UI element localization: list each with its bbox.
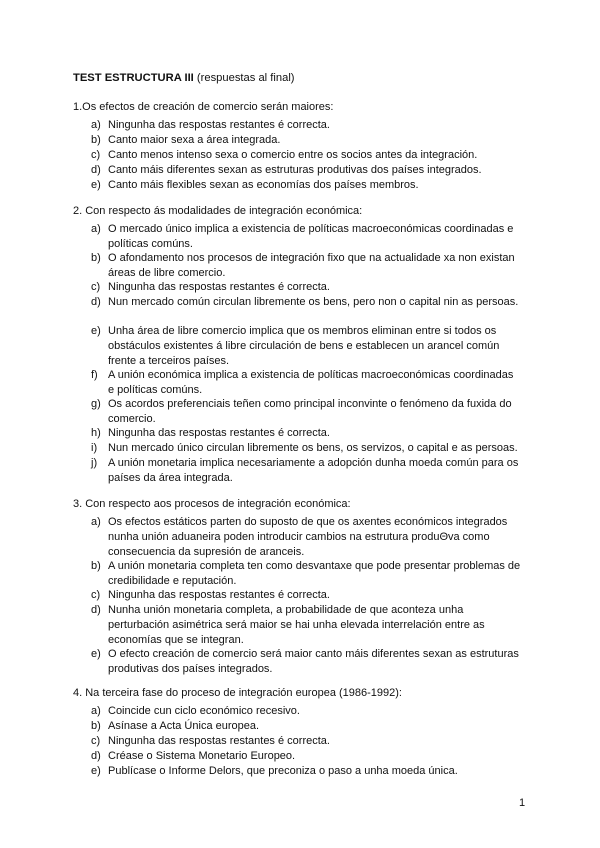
option-text: Os efectos estáticos parten do suposto de que os axentes económicos integrados nunha unión aduaneira poden introducir cambios na estrutura produΘva como consecuencia da supresión de aranceis.	[108, 516, 508, 558]
option-text: Publícase o Informe Delors, que preconiza o paso a unha moeda única.	[108, 765, 458, 777]
option-label: b)	[91, 560, 101, 572]
option-text: Coincide cun ciclo económico recesivo.	[108, 705, 300, 717]
option-label: d)	[91, 604, 101, 616]
option-label: a)	[91, 705, 101, 717]
question-4-option	[91, 764, 521, 779]
option-label: j)	[91, 457, 98, 469]
option-label: d)	[91, 750, 101, 762]
option-label: g)	[91, 398, 101, 410]
option-label: c)	[91, 281, 101, 293]
option-text: Nun mercado único circulan libremente os bens, os servizos, o capital e as persoas.	[108, 442, 518, 454]
question-1-text: 1.Os efectos de creación de comercio serán maiores:	[73, 101, 334, 113]
option-text: Canto máis flexibles sexan as economías dos países membros.	[108, 179, 419, 191]
option-text: Ningunha das respostas restantes é correcta.	[108, 589, 330, 601]
option-text: Nunha unión monetaria completa, a probabilidade de que aconteza unha perturbación asimétrica será maior se hai unha elevada interrelación entre as economías que se integran.	[108, 604, 485, 646]
question-2-option	[91, 280, 521, 295]
option-text: A unión monetaria completa ten como desvantaxe que pode presentar problemas de credibilidade e reputación.	[108, 560, 521, 587]
option-label: i)	[91, 442, 98, 454]
option-label: d)	[91, 296, 101, 308]
option-label: a)	[91, 516, 101, 528]
question-2-option	[91, 456, 521, 486]
option-text: Canto menos intenso sexa o comercio entre os socios antes da integración.	[108, 149, 478, 161]
option-text: Ningunha das respostas restantes é correcta.	[108, 735, 330, 747]
title-bold: TEST ESTRUCTURA III	[73, 72, 194, 84]
option-text: O mercado único implica a existencia de políticas macroeconómicas coordinadas e políticas comúns.	[108, 223, 514, 250]
option-label: b)	[91, 252, 101, 264]
option-text: Asínase a Acta Única europea.	[108, 720, 260, 732]
question-3-option	[91, 603, 521, 648]
option-text: Ningunha das respostas restantes é correcta.	[108, 119, 330, 131]
question-3-option	[91, 515, 521, 560]
question-3-text: 3. Con respecto aos procesos de integración económica:	[73, 498, 351, 510]
document-title	[73, 71, 295, 85]
option-text: A unión monetaria implica necesariamente a adopción dunha moeda común para os países da área integrada.	[108, 457, 519, 484]
option-label: c)	[91, 149, 101, 161]
option-label: e)	[91, 648, 101, 660]
question-3-option	[91, 588, 521, 603]
option-label: a)	[91, 223, 101, 235]
question-2-option	[91, 251, 521, 281]
option-text: Créase o Sistema Monetario Europeo.	[108, 750, 296, 762]
question-1-option	[91, 148, 521, 163]
question-1-option	[91, 133, 521, 148]
question-2-option	[91, 397, 521, 427]
question-4-option	[91, 734, 521, 749]
option-text: O afondamento nos procesos de integración fixo que na actualidade xa non existan áreas de libre comercio.	[108, 252, 515, 279]
question-3-option	[91, 559, 521, 589]
question-2-option	[91, 368, 521, 398]
option-label: e)	[91, 179, 101, 191]
option-label: e)	[91, 765, 101, 777]
option-text: Unha área de libre comercio implica que os membros eliminan entre si todos os obstáculos existentes á libre circulación de bens e establecen un arancel común frente a terceiros países.	[108, 325, 500, 367]
option-label: e)	[91, 325, 101, 337]
question-2-option	[91, 222, 521, 252]
option-label: b)	[91, 134, 101, 146]
question-4-option	[91, 704, 521, 719]
question-4-option	[91, 719, 521, 734]
option-text: Ningunha das respostas restantes é correcta.	[108, 281, 330, 293]
option-text: Canto máis diferentes sexan as estruturas produtivas dos países integrados.	[108, 164, 482, 176]
option-text: Ningunha das respostas restantes é correcta.	[108, 427, 330, 439]
question-2-option	[91, 441, 521, 456]
question-4-option	[91, 749, 521, 764]
option-text: A unión económica implica a existencia de políticas macroeconómicas coordinadas e políticas comúns.	[108, 369, 514, 396]
question-2-option	[91, 295, 521, 310]
option-text: O efecto creación de comercio será maior canto máis diferentes sexan as estruturas produtivas dos países integrados.	[108, 648, 519, 675]
option-text: Nun mercado común circulan libremente os bens, pero non o capital nin as persoas.	[108, 296, 519, 308]
option-label: h)	[91, 427, 101, 439]
question-2-option	[91, 324, 521, 369]
option-text: Canto maior sexa a área integrada.	[108, 134, 281, 146]
option-label: c)	[91, 589, 101, 601]
question-1-option	[91, 178, 521, 193]
question-2-text: 2. Con respecto ás modalidades de integración económica:	[73, 205, 363, 217]
question-1-option	[91, 163, 521, 178]
question-2-option	[91, 426, 521, 441]
title-note: (respuestas al final)	[193, 72, 295, 84]
option-label: a)	[91, 119, 101, 131]
question-1-option	[91, 118, 521, 133]
option-label: d)	[91, 164, 101, 176]
page-number: 1	[519, 797, 526, 809]
question-4-text: 4. Na terceira fase do proceso de integración europea (1986-1992):	[73, 687, 402, 699]
option-label: f)	[91, 369, 98, 381]
option-text: Os acordos preferenciais teñen como principal inconvinte o fenómeno da fuxida do comercio.	[108, 398, 512, 425]
option-label: b)	[91, 720, 101, 732]
question-3-option	[91, 647, 521, 677]
option-label: c)	[91, 735, 101, 747]
